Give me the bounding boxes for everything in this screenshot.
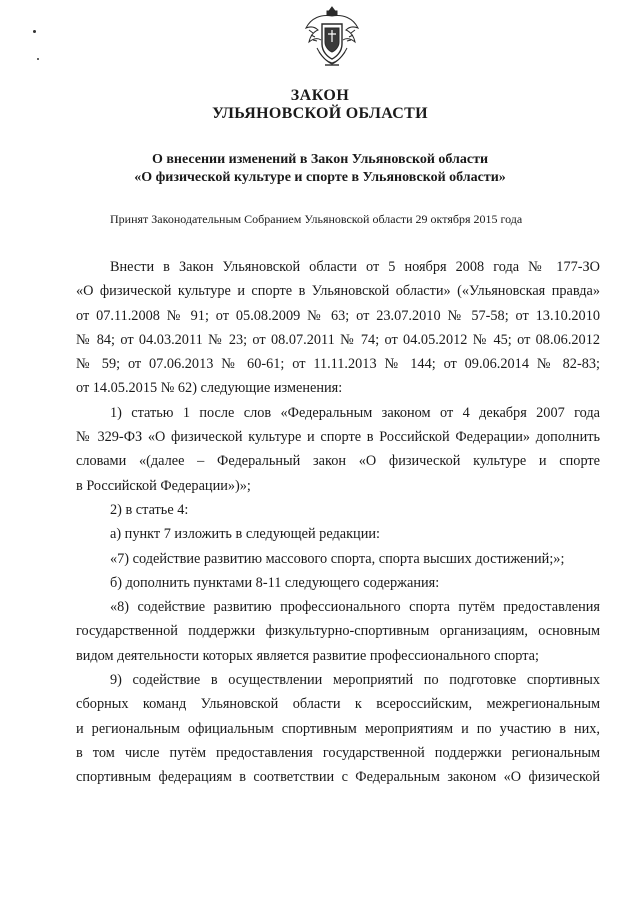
body-line: «О физической культуре и спорте в Ульяновской области» («Ульяновская правда» [76,283,600,300]
body-line: «8) содействие развитию профессионального спорта путём предоставления [110,599,600,616]
body-line: Внести в Закон Ульяновской области от 5 ноября 2008 года № 177-ЗО [110,259,600,275]
body-line: 2) в статье 4: [110,501,189,518]
body-line: в том числе путём предоставления государственной поддержки региональным [76,744,600,761]
law-subject-line1: О внесении изменений в Закон Ульяновской области [151,152,489,167]
body-line: 1) статью 1 после слов «Федеральным законом от 4 декабря 2007 года [110,404,600,421]
body-line: № 59; от 07.06.2013 № 60-61; от 11.11.2013 № 144; от 09.06.2014 № 82-83; [76,356,600,373]
body-line: и региональным официальным спортивным мероприятиям и по участию в них, [76,720,600,737]
law-body [76,255,600,790]
body-line: «7) содействие развитию массового спорта, спорта высших достижений;»; [110,550,565,567]
body-line: спортивным федерациям в соответствии с Федеральным законом «О физической [76,769,600,786]
body-line: 9) содействие в осуществлении мероприятий по подготовке спортивных [110,672,600,689]
body-line: от 14.05.2015 № 62) следующие изменения: [76,380,343,397]
body-line: сборных команд Ульяновской области к всероссийским, межрегиональным [76,696,600,713]
body-line: государственной поддержки физкультурно-спортивным организациям, основным [76,623,600,640]
body-line: в Российской Федерации»)»; [76,477,251,494]
law-title: ЗАКОН [290,87,350,104]
region-title: УЛЬЯНОВСКОЙ ОБЛАСТИ [212,105,428,122]
law-subject-line2: «О физической культуре и спорте в Ульяновской области» [134,170,506,185]
scan-speck [37,58,39,60]
body-line: а) пункт 7 изложить в следующей редакции: [110,526,380,543]
body-line: № 329-ФЗ «О физической культуре и спорте в Российской Федерации» дополнить [76,429,600,446]
adoption-note: Принят Законодательным Собранием Ульяновской области 29 октября 2015 года [110,212,523,226]
body-line: от 07.11.2008 № 91; от 05.08.2009 № 63; от 23.07.2010 № 57-58; от 13.10.2010 [76,307,600,324]
coat-of-arms-icon [303,4,361,70]
body-line: словами «(далее – Федеральный закон «О физической культуре и спорте [76,453,600,470]
body-line: № 84; от 04.03.2011 № 23; от 08.07.2011 № 74; от 04.05.2012 № 45; от 08.06.2012 [76,331,600,348]
scan-speck [33,30,36,33]
body-line: б) дополнить пунктами 8-11 следующего содержания: [110,574,440,591]
body-line: видом деятельности которых является развитие профессионального спорта; [76,647,539,664]
